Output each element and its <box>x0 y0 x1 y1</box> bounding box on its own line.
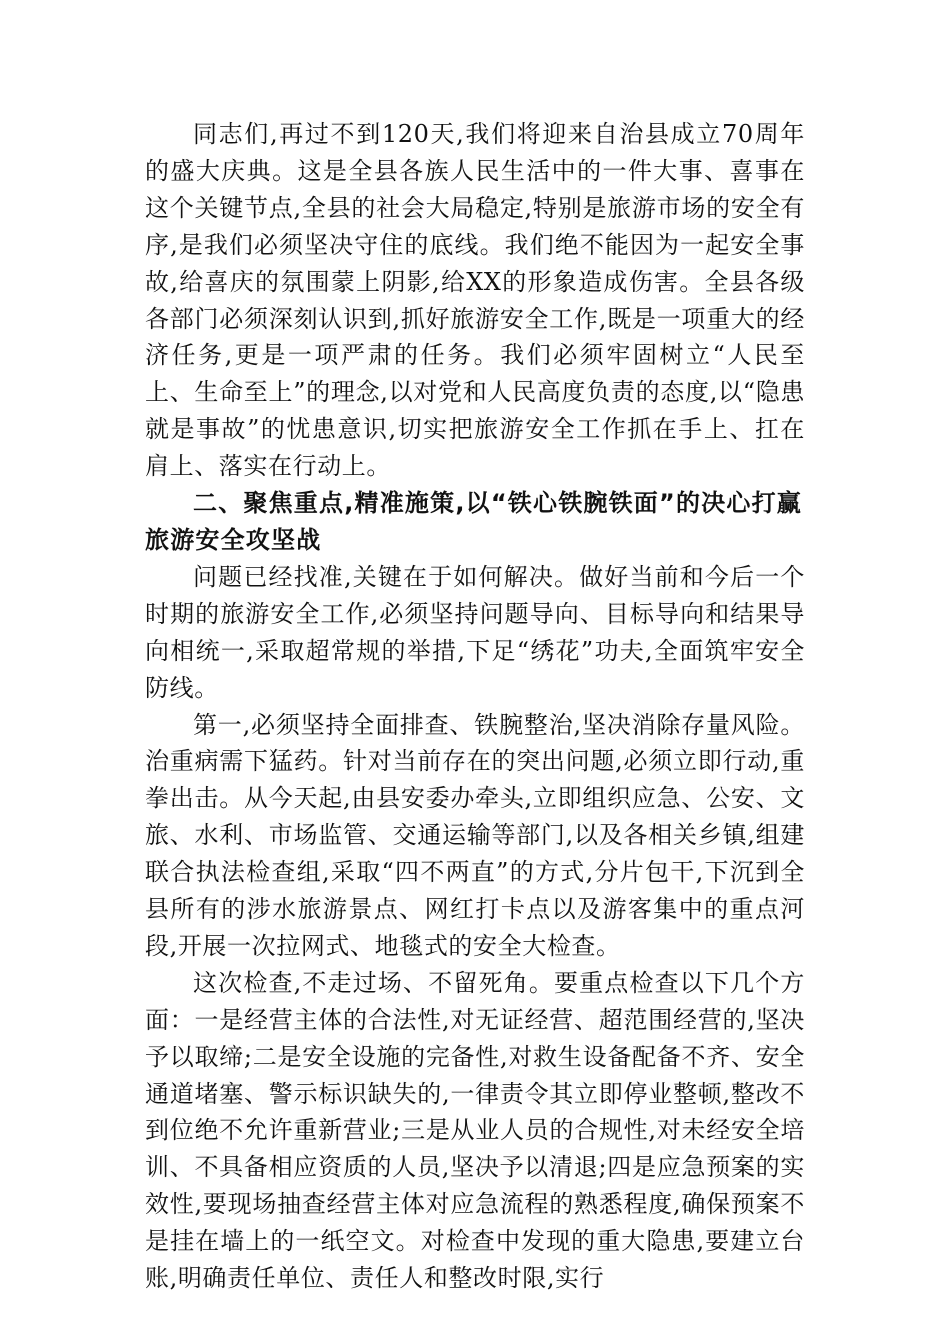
document-page <box>145 116 805 1297</box>
section-heading: 二、聚焦重点,精准施策,以“铁心铁腕铁面”的决心打赢旅游安全攻坚战 <box>145 489 802 554</box>
body-paragraph: 同志们,再过不到120天,我们将迎来自治县成立70周年的盛大庆典。这是全县各族人民生活中的一件大事、喜事在这个关键节点,全县的社会大局稳定,特别是旅游市场的安全有序,是我们必须坚决守住的底线。我们绝不能因为一起安全事故,给喜庆的氛围蒙上阴影,给XX的形象造成伤害。全县各级各部门必须深刻认识到,抓好旅游安全工作,既是一项重大的经济任务,更是一项严肃的任务。我们必须牢固树立“人民至上、生命至上”的理念,以对党和人民高度负责的态度,以“隐患就是事故”的忧患意识,切实把旅游安全工作抓在手上、扛在肩上、落实在行动上。 <box>145 120 805 481</box>
body-paragraph: 第一,必须坚持全面排查、铁腕整治,坚决消除存量风险。治重病需下猛药。针对当前存在的突出问题,必须立即行动,重拳出击。从今天起,由县安委办牵头,立即组织应急、公安、文旅、水利、市场监管、交通运输等部门,以及各相关乡镇,组建联合执法检查组,采取“四不两直”的方式,分片包干,下沉到全县所有的涉水旅游景点、网红打卡点以及游客集中的重点河段,开展一次拉网式、地毯式的安全大检查。 <box>145 710 805 960</box>
body-paragraph: 这次检查,不走过场、不留死角。要重点检查以下几个方面：一是经营主体的合法性,对无证经营、超范围经营的,坚决予以取缔;二是安全设施的完备性,对救生设备配备不齐、安全通道堵塞、警示标识缺失的,一律责令其立即停业整顿,整改不到位绝不允许重新营业;三是从业人员的合规性,对未经安全培训、不具备相应资质的人员,坚决予以清退;四是应急预案的实效性,要现场抽查经营主体对应急流程的熟悉程度,确保预案不是挂在墙上的一纸空文。对检查中发现的重大隐患,要建立台账,明确责任单位、责任人和整改时限,实行 <box>145 968 805 1293</box>
body-paragraph: 问题已经找准,关键在于如何解决。做好当前和今后一个时期的旅游安全工作,必须坚持问题导向、目标导向和结果导向相统一,采取超常规的举措,下足“绣花”功夫,全面筑牢安全防线。 <box>145 562 805 702</box>
